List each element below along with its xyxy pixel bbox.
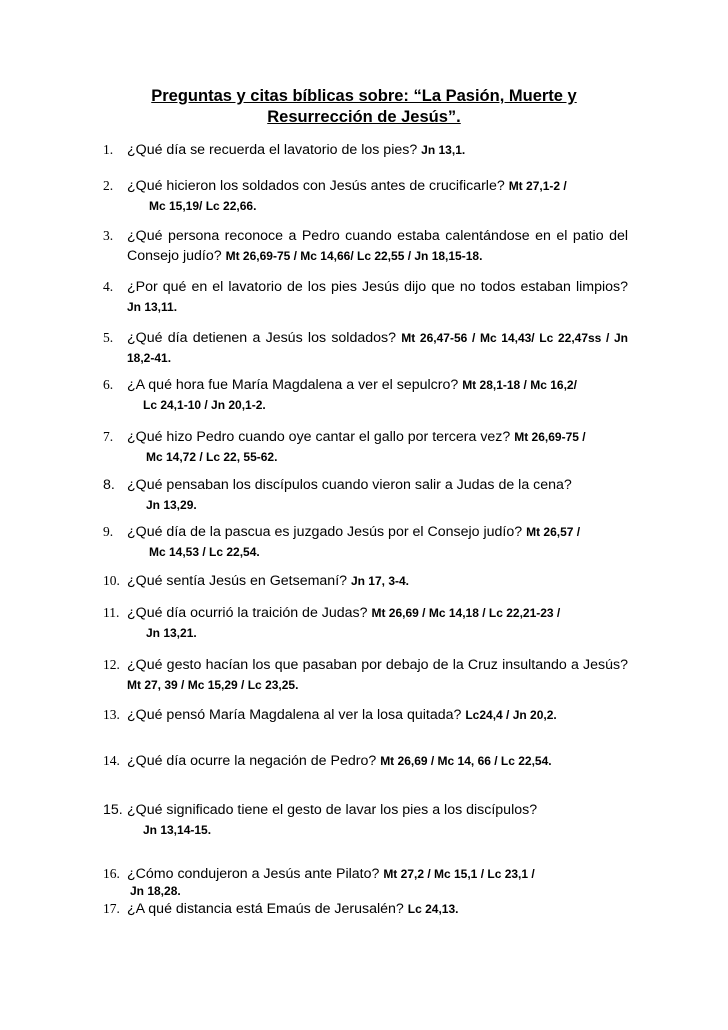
question-text: ¿Qué hizo Pedro cuando oye cantar el gallo por tercera vez? — [127, 429, 515, 445]
question-number: 16. — [103, 866, 120, 881]
question-body — [127, 571, 628, 591]
question-number: 5. — [103, 330, 114, 345]
question-item — [103, 522, 628, 562]
bible-reference: Lc 24,13. — [407, 902, 459, 916]
question-item — [103, 226, 628, 266]
question-number: 3. — [103, 228, 114, 243]
bible-reference-continued: Mc 14,72 / Lc 22, 55-62. — [146, 450, 278, 464]
question-body — [127, 603, 628, 623]
question-number: 8. — [103, 477, 115, 493]
question-body — [127, 328, 628, 368]
question-number: 2. — [103, 178, 114, 193]
question-body — [127, 427, 628, 447]
question-text: ¿A qué distancia está Emaús de Jerusalén? — [127, 901, 408, 917]
question-item — [103, 475, 628, 515]
question-item — [103, 277, 628, 317]
question-text: ¿A qué hora fue María Magdalena a ver el sepulcro? — [127, 377, 463, 393]
question-number: 14. — [103, 753, 120, 768]
bible-reference: Mt 27,2 / Mc 15,1 / Lc 23,1 / — [383, 867, 535, 881]
bible-reference: Mt 28,1-18 / Mc 16,2/ — [462, 378, 577, 392]
question-body — [127, 140, 628, 160]
bible-reference: Mt 27, 39 / Mc 15,29 / Lc 23,25. — [127, 678, 299, 692]
title-line-2: Resurrección de Jesús”. — [267, 108, 461, 126]
question-body — [127, 899, 628, 919]
question-body — [127, 751, 628, 771]
question-number: 12. — [103, 657, 120, 672]
question-item — [103, 176, 628, 216]
question-body — [127, 800, 628, 820]
question-item — [103, 655, 628, 695]
question-item — [103, 571, 628, 591]
bible-reference: Mt 26,69 / Mc 14, 66 / Lc 22,54. — [380, 754, 552, 768]
bible-reference-continued: Jn 13,21. — [146, 626, 197, 640]
bible-reference-continued: Mc 14,53 / Lc 22,54. — [149, 545, 260, 559]
question-text: ¿Qué día de la pascua es juzgado Jesús por el Consejo judío? — [127, 524, 527, 540]
question-item — [103, 899, 628, 919]
bible-reference: Mt 26,69-75 / — [514, 430, 586, 444]
question-number: 11. — [103, 605, 120, 620]
question-number: 1. — [103, 142, 114, 157]
bible-reference-continued: Mc 15,19/ Lc 22,66. — [149, 199, 257, 213]
bible-reference: Jn 13,11. — [127, 300, 178, 314]
question-item — [103, 427, 628, 467]
question-text: ¿Qué día ocurrió la traición de Judas? — [127, 605, 372, 621]
question-item — [103, 800, 628, 840]
question-body — [127, 864, 628, 884]
question-body — [127, 475, 628, 495]
question-text: ¿Cómo condujeron a Jesús ante Pilato? — [127, 866, 384, 882]
question-body — [127, 176, 628, 196]
bible-reference: Jn 17, 3-4. — [350, 574, 409, 588]
question-text: ¿Qué hicieron los soldados con Jesús antes de crucificarle? — [127, 178, 509, 194]
question-body — [127, 375, 628, 395]
bible-reference: Mt 26,57 / — [526, 525, 581, 539]
title-line-1: Preguntas y citas bíblicas sobre: “La Pasión, Muerte y — [151, 87, 577, 105]
bible-reference: Lc24,4 / Jn 20,2. — [465, 708, 557, 722]
question-text: ¿Qué día detienen a Jesús los soldados? — [127, 330, 402, 346]
document-title — [100, 86, 628, 128]
bible-reference-continued: Jn 13,29. — [146, 498, 197, 512]
question-number: 6. — [103, 377, 114, 392]
bible-reference-continued: Jn 13,14-15. — [143, 823, 212, 837]
question-item — [103, 751, 628, 771]
question-text: ¿Qué significado tiene el gesto de lavar los pies a los discípulos? — [127, 802, 538, 818]
question-number: 10. — [103, 573, 120, 588]
bible-reference-continued: Lc 24,1-10 / Jn 20,1-2. — [143, 398, 266, 412]
question-number: 7. — [103, 429, 114, 444]
question-text: ¿Qué pensó María Magdalena al ver la losa quitada? — [127, 707, 466, 723]
bible-reference: Mt 26,47-56 / Mc 14,43/ Lc 22,47ss / Jn 18,2-41. — [127, 331, 628, 365]
question-item — [103, 603, 628, 643]
question-item — [103, 140, 628, 160]
bible-reference: Mt 27,1-2 / — [508, 179, 567, 193]
question-body — [127, 655, 628, 695]
question-number: 17. — [103, 901, 120, 916]
question-body — [127, 705, 628, 725]
question-text: ¿Qué sentía Jesús en Getsemaní? — [127, 573, 351, 589]
question-text: ¿Por qué en el lavatorio de los pies Jesús dijo que no todos estaban limpios? — [127, 279, 628, 295]
question-number: 15. — [103, 802, 123, 818]
question-item — [103, 864, 628, 898]
question-item — [103, 328, 628, 368]
question-body — [127, 522, 628, 542]
question-text: ¿Qué gesto hacían los que pasaban por debajo de la Cruz insultando a Jesús? — [127, 657, 628, 673]
bible-reference: Jn 13,1. — [421, 143, 466, 157]
question-number: 4. — [103, 279, 114, 294]
question-number: 13. — [103, 707, 120, 722]
question-text: ¿Qué día se recuerda el lavatorio de los pies? — [127, 142, 422, 158]
bible-reference: Mt 26,69-75 / Mc 14,66/ Lc 22,55 / Jn 18,15-18. — [225, 249, 483, 263]
question-text: ¿Qué pensaban los discípulos cuando vieron salir a Judas de la cena? — [127, 477, 572, 493]
question-item — [103, 375, 628, 415]
question-body — [127, 277, 628, 317]
question-number: 9. — [103, 524, 114, 539]
question-text: ¿Qué día ocurre la negación de Pedro? — [127, 753, 381, 769]
question-item — [103, 705, 628, 725]
question-body — [127, 226, 628, 266]
bible-reference-continued: Jn 18,28. — [130, 884, 181, 898]
question-text: ¿Qué persona reconoce a Pedro cuando estaba calentándose en el patio del Consejo judío? — [127, 228, 628, 264]
bible-reference: Mt 26,69 / Mc 14,18 / Lc 22,21-23 / — [371, 606, 561, 620]
